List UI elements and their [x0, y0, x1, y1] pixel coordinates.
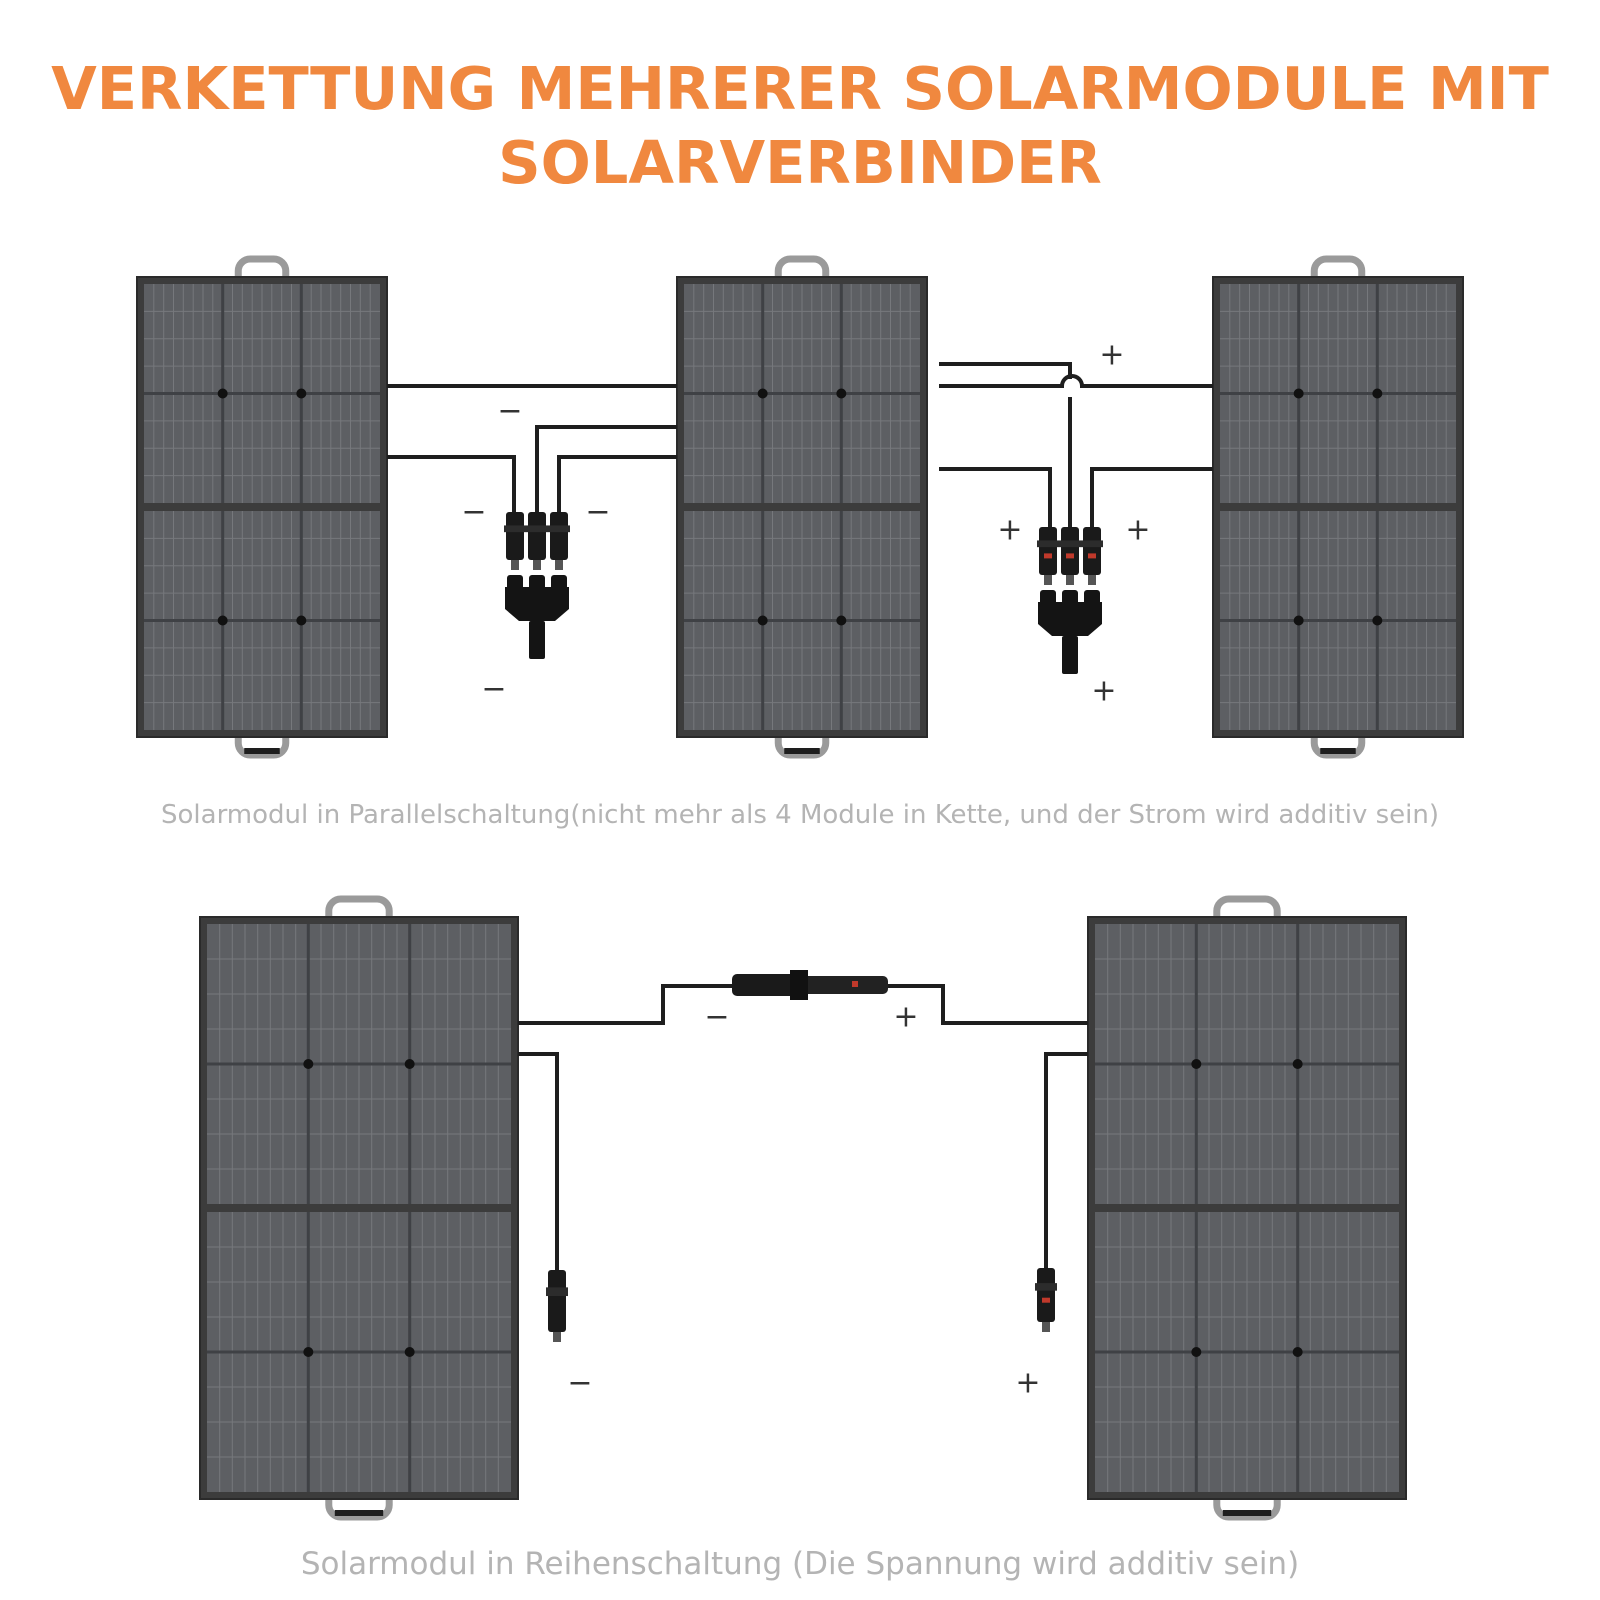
- coupler-male: [800, 976, 888, 994]
- cable-series-a: [518, 986, 732, 1023]
- mc4-body: [506, 512, 524, 560]
- mc4-body: [1039, 527, 1057, 575]
- rivet: [405, 1059, 415, 1069]
- mc4-marker: [1044, 553, 1052, 558]
- rivet: [296, 616, 306, 626]
- branch-connector-negative-plug-1: [504, 512, 526, 570]
- branch-connector-positive-plug-3: [1081, 527, 1103, 585]
- branch-tail: [529, 621, 545, 659]
- sign-parallel-neg-right: −: [585, 494, 611, 530]
- rivet: [218, 616, 228, 626]
- mc4-pin: [1042, 1322, 1050, 1332]
- coupler-lock: [790, 970, 808, 1000]
- branch-connector-negative-plug-3: [548, 512, 570, 570]
- sign-series-coupler-pos: +: [893, 999, 919, 1035]
- series-panel-1: [200, 899, 518, 1517]
- series-coupler: [732, 970, 888, 1000]
- cable-parallel-f: [939, 376, 1213, 386]
- cable-parallel-b: [387, 457, 514, 512]
- cable-parallel-i: [1092, 469, 1213, 527]
- mc4-nut: [1037, 540, 1059, 547]
- series-plug-positive: [1035, 1268, 1057, 1332]
- mc4-pin: [1088, 575, 1096, 585]
- branch-connector-positive-plug-1: [1037, 527, 1059, 585]
- cable-series-c: [518, 1054, 557, 1270]
- mc4-nut: [546, 1287, 568, 1296]
- mc4-nut: [1035, 1283, 1057, 1291]
- rivet: [758, 616, 768, 626]
- branch-connector-negative-plug-2: [526, 512, 548, 570]
- mc4-nut: [1081, 540, 1103, 547]
- cable-parallel-e: [939, 364, 1070, 379]
- rivet: [405, 1347, 415, 1357]
- rivet: [296, 389, 306, 399]
- cable-parallel-h: [939, 469, 1050, 527]
- sign-parallel-pos-left: +: [997, 512, 1023, 548]
- rivet: [1294, 389, 1304, 399]
- parallel-panel-1: [137, 259, 387, 755]
- sign-parallel-pos-bottom: +: [1091, 673, 1117, 709]
- mc4-pin: [1044, 575, 1052, 585]
- rivet: [836, 616, 846, 626]
- mc4-marker: [1066, 553, 1074, 558]
- series-caption: Solarmodul in Reihenschaltung (Die Spannung wird additiv sein): [300, 1546, 1300, 1582]
- mc4-pin: [555, 560, 563, 570]
- mc4-marker: [1042, 1298, 1050, 1303]
- rivet: [1293, 1059, 1303, 1069]
- rivet: [218, 389, 228, 399]
- sign-series-plug-pos: +: [1015, 1365, 1041, 1401]
- branch-connector-negative: [505, 575, 569, 659]
- sign-series-coupler-neg: −: [704, 999, 730, 1035]
- mc4-nut: [526, 525, 548, 532]
- series-plug-negative: [546, 1270, 568, 1342]
- branch-socket: [529, 575, 545, 593]
- mc4-marker: [1088, 553, 1096, 558]
- branch-socket: [507, 575, 523, 593]
- rivet: [1372, 389, 1382, 399]
- rivet: [1191, 1347, 1201, 1357]
- branch-socket: [1040, 590, 1056, 608]
- title-line-2: SOLARVERBINDER: [498, 128, 1102, 197]
- parallel-panel-2: [677, 259, 927, 755]
- rivet: [1191, 1059, 1201, 1069]
- series-panel-2: [1088, 899, 1406, 1517]
- rivet: [1293, 1347, 1303, 1357]
- mc4-body: [548, 1270, 566, 1332]
- mc4-pin: [533, 560, 541, 570]
- mc4-nut: [1059, 540, 1081, 547]
- branch-socket: [551, 575, 567, 593]
- mc4-pin: [1066, 575, 1074, 585]
- sign-series-plug-neg: −: [567, 1365, 593, 1401]
- title-line-1: VERKETTUNG MEHRERER SOLARMODULE MIT: [51, 54, 1549, 123]
- rivet: [303, 1059, 313, 1069]
- cable-series-d: [1046, 1054, 1088, 1268]
- sign-parallel-neg-left: −: [461, 494, 487, 530]
- branch-connector-positive-plug-2: [1059, 527, 1081, 585]
- sign-parallel-pos-top: +: [1099, 337, 1125, 373]
- mc4-pin: [553, 1332, 561, 1342]
- mc4-nut: [504, 525, 526, 532]
- rivet: [1294, 616, 1304, 626]
- rivet: [1372, 616, 1382, 626]
- branch-tail: [1062, 636, 1078, 674]
- mc4-nut: [548, 525, 570, 532]
- sign-parallel-pos-right: +: [1125, 512, 1151, 548]
- mc4-body: [528, 512, 546, 560]
- parallel-caption: Solarmodul in Parallelschaltung(nicht mehr als 4 Module in Kette, und der Strom wird additiv sein): [161, 800, 1439, 830]
- mc4-body: [1083, 527, 1101, 575]
- sign-parallel-neg-top: −: [497, 393, 523, 429]
- branch-socket: [1084, 590, 1100, 608]
- branch-connector-positive: [1038, 590, 1102, 674]
- rivet: [836, 389, 846, 399]
- rivet: [303, 1347, 313, 1357]
- parallel-panel-3: [1213, 259, 1463, 755]
- coupler-marker: [852, 981, 858, 987]
- sign-parallel-neg-bottom: −: [481, 671, 507, 707]
- mc4-body: [550, 512, 568, 560]
- mc4-pin: [511, 560, 519, 570]
- mc4-body: [1037, 1268, 1055, 1322]
- rivet: [758, 389, 768, 399]
- panels-layer: [137, 259, 1463, 1517]
- mc4-body: [1061, 527, 1079, 575]
- branch-socket: [1062, 590, 1078, 608]
- cable-parallel-d: [559, 457, 677, 512]
